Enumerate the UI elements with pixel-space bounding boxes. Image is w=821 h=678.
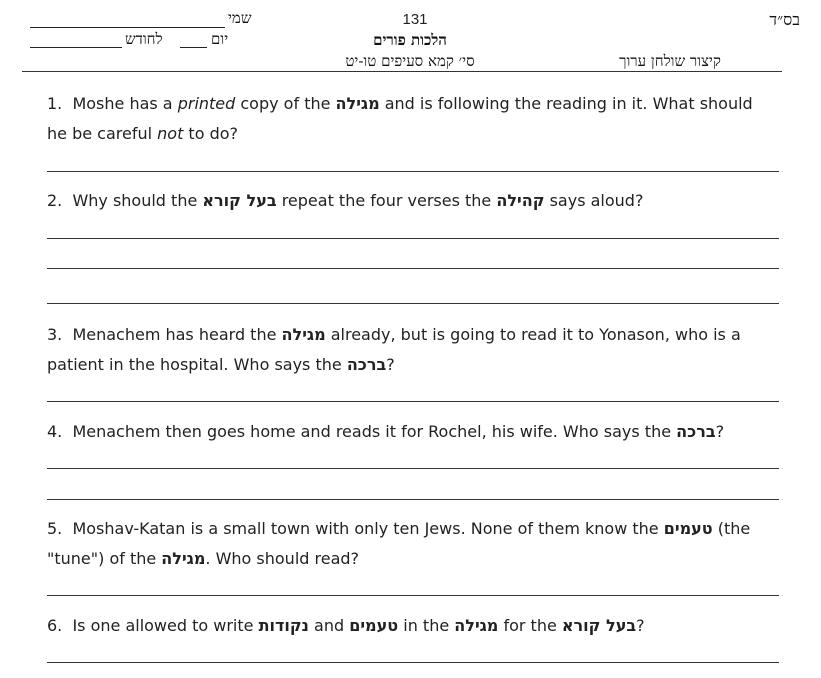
hebrew-term: ברכה (676, 422, 716, 441)
question-number: 4. (47, 422, 63, 441)
month-line[interactable] (30, 47, 122, 48)
day-line[interactable] (180, 47, 207, 48)
answer-line[interactable] (47, 662, 779, 663)
hebrew-term: קהילה (496, 191, 545, 210)
hebrew-term: טעמים (349, 616, 399, 635)
name-line[interactable] (30, 27, 225, 28)
question-2: 2. Why should the בעל קורא repeat the four verses the קהילה says aloud? (47, 191, 644, 210)
section-title: הלכות פורים (373, 31, 447, 49)
question-number: 5. (47, 519, 63, 538)
answer-line[interactable] (47, 499, 779, 500)
hebrew-term: טעמים (663, 519, 713, 538)
page-number: 131 (402, 11, 428, 28)
question-3: 3. Menachem has heard the מגילה already, but is going to read it to Yonason, who is a patient in the hospital. Who says the ברכה? (47, 325, 741, 374)
hebrew-term: נקודות (258, 616, 309, 635)
header-divider (22, 71, 782, 72)
answer-line[interactable] (47, 171, 779, 172)
answer-line[interactable] (47, 401, 779, 402)
answer-line[interactable] (47, 303, 779, 304)
hebrew-term: מגילה (281, 325, 326, 344)
answer-line[interactable] (47, 238, 779, 239)
question-4: 4. Menachem then goes home and reads it for Rochel, his wife. Who says the ברכה? (47, 422, 725, 441)
hebrew-term: בעל קורא (561, 616, 637, 635)
hebrew-term: מגילה (161, 549, 206, 568)
question-5: 5. Moshav-Katan is a small town with only ten Jews. None of them know the טעמים (the "tune") of the מגילה. Who should read? (47, 519, 751, 568)
book-title: קיצור שולחן ערוך (619, 52, 721, 70)
bsd-mark: בס״ד (769, 10, 800, 29)
section-subtitle: סי׳ קמא סעיפים טו-יט (345, 52, 475, 70)
hebrew-term: ברכה (346, 355, 387, 374)
month-label: לחודש (125, 30, 163, 48)
day-label: יום (211, 30, 229, 48)
answer-line[interactable] (47, 595, 779, 596)
hebrew-term: בעל קורא (202, 191, 277, 210)
emphasis: not (157, 124, 184, 143)
question-number: 1. (47, 94, 63, 113)
question-1: 1. Moshe has a printed copy of the מגילה and is following the reading in it. What should he be careful not to do? (47, 94, 753, 143)
question-number: 6. (47, 616, 63, 635)
hebrew-term: מגילה (454, 616, 499, 635)
answer-line[interactable] (47, 268, 779, 269)
answer-line[interactable] (47, 468, 779, 469)
name-label: שמי (228, 9, 252, 27)
question-6: 6. Is one allowed to write נקודות and טעמים in the מגילה for the בעל קורא? (47, 616, 645, 635)
question-number: 2. (47, 191, 63, 210)
hebrew-term: מגילה (335, 94, 380, 113)
emphasis: printed (177, 94, 236, 113)
question-number: 3. (47, 325, 63, 344)
